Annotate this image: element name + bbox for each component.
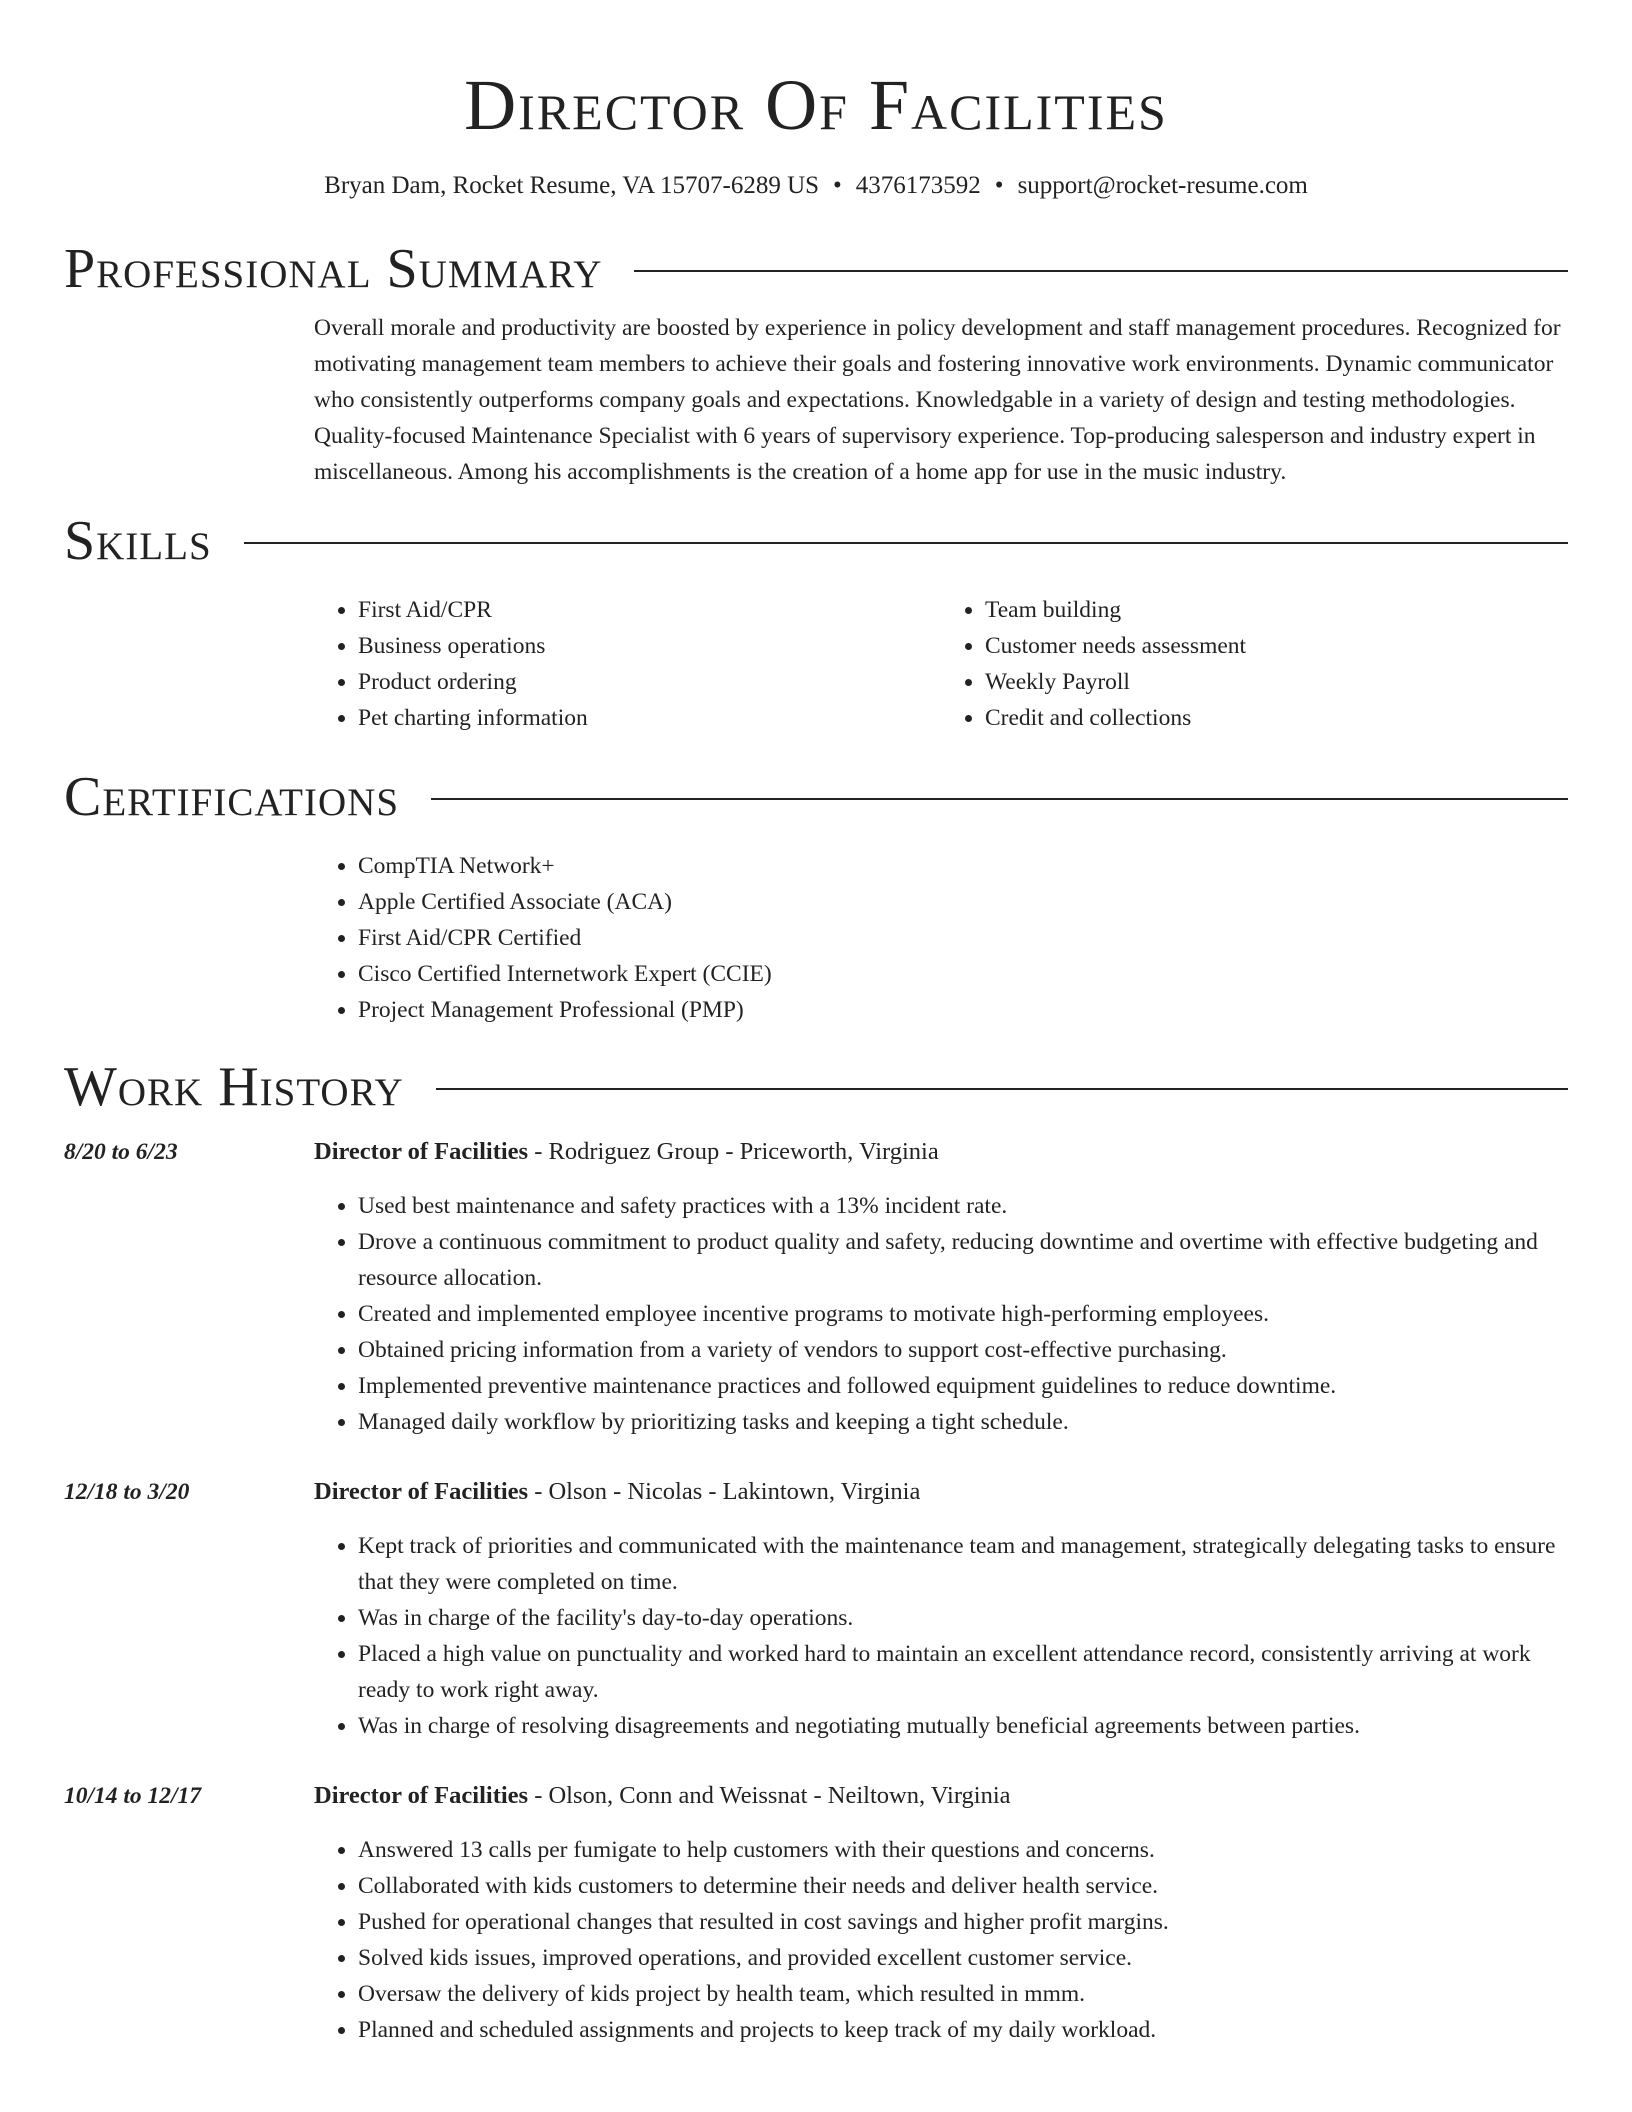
job-title-line (314, 1474, 1568, 1510)
job-dates: 12/18 to 3/20 (64, 1479, 190, 1505)
job-employer: - Olson - Nicolas - Lakintown, Virginia (528, 1478, 921, 1505)
summary-text: Overall morale and productivity are boosted by experience in policy development and staff management procedures. Recognized for motivating management team members to achieve their goals and fostering innovative work environments. Dynamic communicator who consistently outperforms company goals and expectations. Knowledgable in a variety of design and testing methodologies. Quality-focused Maintenance Specialist with 6 years of supervisory experience. Top-producing salesperson and industry expert in miscellaneous. Among his accomplishments is the creation of a home app for use in the music industry. (314, 315, 1561, 485)
job-entry (64, 1778, 1568, 2048)
skill-item: • Business operations (358, 628, 941, 664)
contact-separator: • (833, 172, 842, 199)
work-section-header (64, 1056, 1568, 1118)
skill-item: • Pet charting information (358, 700, 941, 736)
job-dates: 10/14 to 12/17 (64, 1783, 202, 1809)
certification-item: • Apple Certified Associate (ACA) (358, 884, 1568, 920)
job-bullet: • Implemented preventive maintenance practices and followed equipment guidelines to reduce downtime. (358, 1368, 1568, 1404)
skill-item: • Team building (985, 592, 1568, 628)
skill-item: • Weekly Payroll (985, 664, 1568, 700)
summary-section (314, 310, 1568, 490)
job-title-line (314, 1778, 1568, 1814)
job-bullet: • Oversaw the delivery of kids project by health team, which resulted in mmm. (358, 1976, 1568, 2012)
section-divider (244, 542, 1568, 544)
certifications-section-header (64, 766, 1568, 828)
job-bullet: • Solved kids issues, improved operations, and provided excellent customer service. (358, 1940, 1568, 1976)
skills-section-header (64, 510, 1568, 572)
section-divider (634, 270, 1568, 272)
contact-address: Bryan Dam, Rocket Resume, VA 15707-6289 US (324, 172, 820, 199)
summary-heading: Professional Summary (64, 238, 603, 300)
skills-list-left (314, 592, 941, 736)
job-title-line (314, 1134, 1568, 1170)
skill-item: • Product ordering (358, 664, 941, 700)
certifications-list (314, 848, 1568, 1028)
job-bullet: • Kept track of priorities and communicated with the maintenance team and management, strategically delegating tasks to ensure that they were completed on time. (358, 1528, 1568, 1600)
job-bullet: • Managed daily workflow by prioritizing tasks and keeping a tight schedule. (358, 1404, 1568, 1440)
job-bullets (314, 1188, 1568, 1440)
job-body (314, 1134, 1568, 1440)
contact-separator: • (994, 172, 1004, 199)
certification-item: • CompTIA Network+ (358, 848, 1568, 884)
job-bullet: • Drove a continuous commitment to product quality and safety, reducing downtime and overtime with effective budgeting and resource allocation. (358, 1224, 1568, 1296)
job-body (314, 1474, 1568, 1744)
certification-item: • Project Management Professional (PMP) (358, 992, 1568, 1028)
certification-item: • Cisco Certified Internetwork Expert (CCIE) (358, 956, 1568, 992)
contact-phone: 4376173592 (855, 172, 981, 199)
skill-item: • Customer needs assessment (985, 628, 1568, 664)
skills-heading: Skills (64, 510, 212, 572)
skills-section (314, 592, 1568, 736)
job-bullet: • Used best maintenance and safety practices with a 13% incident rate. (358, 1188, 1568, 1224)
job-bullets (314, 1528, 1568, 1744)
contact-line (64, 170, 1568, 202)
job-title: Director of Facilities (314, 1782, 529, 1809)
summary-section-header (64, 238, 1568, 300)
job-bullet: • Collaborated with kids customers to determine their needs and deliver health service. (358, 1868, 1568, 1904)
job-bullet: • Was in charge of resolving disagreements and negotiating mutually beneficial agreements between parties. (358, 1708, 1568, 1744)
skill-item: • First Aid/CPR (358, 592, 941, 628)
job-bullets (314, 1832, 1568, 2048)
skill-item: • Credit and collections (985, 700, 1568, 736)
certifications-heading: Certifications (64, 766, 400, 828)
job-bullet: • Created and implemented employee incentive programs to motivate high-performing employees. (358, 1296, 1568, 1332)
job-bullet: • Planned and scheduled assignments and projects to keep track of my daily workload. (358, 2012, 1568, 2048)
job-employer: - Olson, Conn and Weissnat - Neiltown, Virginia (528, 1782, 1011, 1809)
job-bullet: • Was in charge of the facility's day-to-day operations. (358, 1600, 1568, 1636)
job-bullet: • Obtained pricing information from a variety of vendors to support cost-effective purchasing. (358, 1332, 1568, 1368)
job-body (314, 1778, 1568, 2048)
job-bullet: • Placed a high value on punctuality and worked hard to maintain an excellent attendance record, consistently arriving at work ready to work right away. (358, 1636, 1568, 1708)
certification-item: • First Aid/CPR Certified (358, 920, 1568, 956)
certifications-section (314, 848, 1568, 1028)
contact-email: support@rocket-resume.com (1017, 172, 1308, 199)
job-employer: - Rodriguez Group - Priceworth, Virginia (528, 1138, 939, 1165)
resume-title: Director Of Facilities (464, 65, 1168, 145)
job-entry (64, 1474, 1568, 1744)
skills-list-right (941, 592, 1568, 736)
section-divider (436, 1088, 1568, 1090)
work-heading: Work History (64, 1056, 404, 1118)
job-title: Director of Facilities (314, 1138, 529, 1165)
job-dates: 8/20 to 6/23 (64, 1139, 178, 1165)
job-bullet: • Pushed for operational changes that resulted in cost savings and higher profit margins. (358, 1904, 1568, 1940)
job-entry (64, 1134, 1568, 1440)
job-title: Director of Facilities (314, 1478, 529, 1505)
job-bullet: • Answered 13 calls per fumigate to help customers with their questions and concerns. (358, 1832, 1568, 1868)
section-divider (431, 798, 1568, 800)
